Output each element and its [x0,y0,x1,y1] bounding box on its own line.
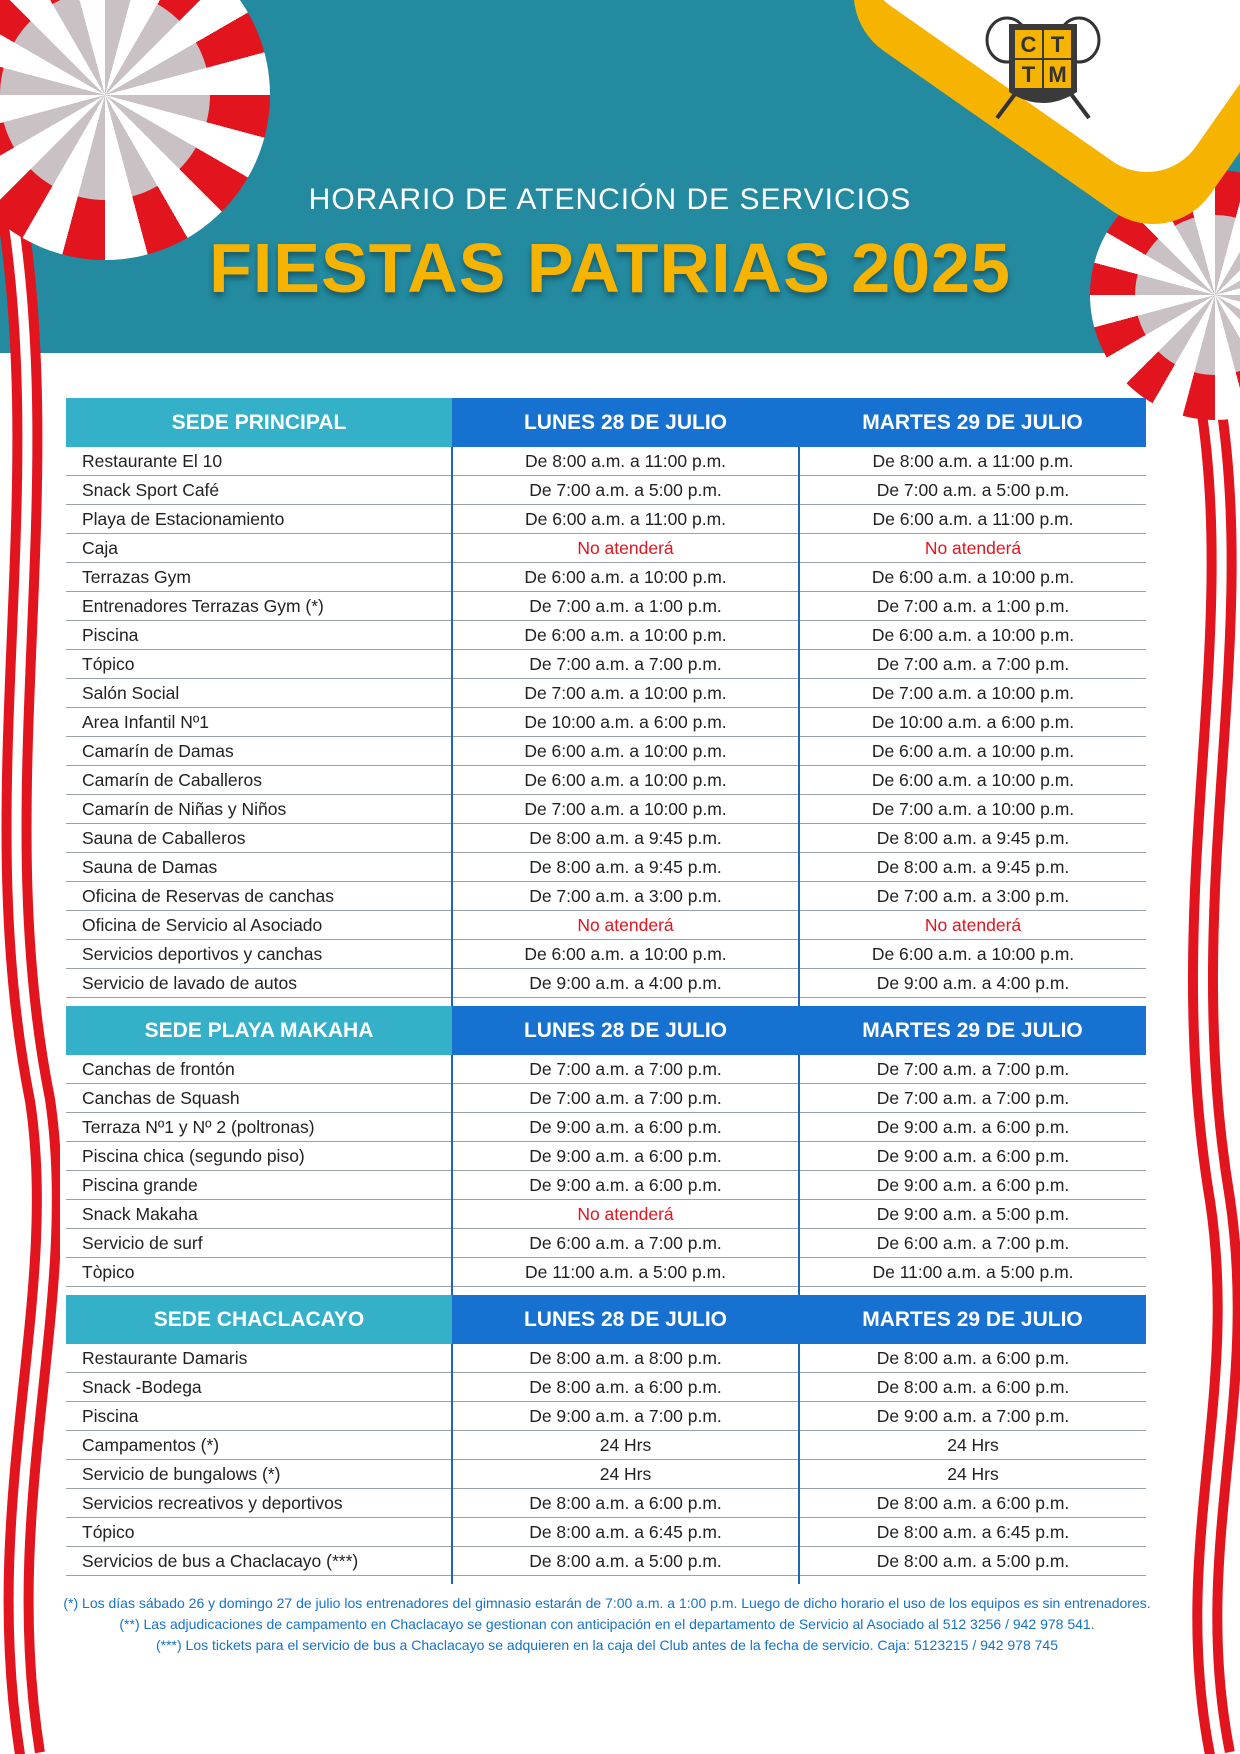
footnote: (**) Las adjudicaciones de campamento en Chaclacayo se gestionan con anticipación en el departamento de Servicio al Asociado al 512 3256 / 942 978 541. [119,1616,1095,1632]
service-name: Camarín de Caballeros [66,766,452,795]
service-name: Area Infantil Nº1 [66,708,452,737]
hours-day1: De 9:00 a.m. a 7:00 p.m. [452,1402,799,1431]
hours-day1: De 6:00 a.m. a 7:00 p.m. [452,1229,799,1258]
hours-day2: De 6:00 a.m. a 7:00 p.m. [799,1229,1146,1258]
table-row [66,708,1146,737]
hours-day2: De 6:00 a.m. a 10:00 p.m. [799,737,1146,766]
hours-day2: De 7:00 a.m. a 7:00 p.m. [799,1055,1146,1084]
service-name: Servicios recreativos y deportivos [66,1489,452,1518]
hours-day2: De 9:00 a.m. a 6:00 p.m. [799,1113,1146,1142]
hours-day2: De 7:00 a.m. a 10:00 p.m. [799,795,1146,824]
hours-day1: De 8:00 a.m. a 9:45 p.m. [452,824,799,853]
hours-day2: De 9:00 a.m. a 6:00 p.m. [799,1142,1146,1171]
service-name: Piscina chica (segundo piso) [66,1142,452,1171]
hours-day1: No atenderá [452,534,799,563]
hours-day2: No atenderá [799,911,1146,940]
hours-day1: De 8:00 a.m. a 11:00 p.m. [452,447,799,476]
service-name: Piscina grande [66,1171,452,1200]
section-header-row [66,398,1146,447]
hours-day1: De 7:00 a.m. a 1:00 p.m. [452,592,799,621]
service-name: Terrazas Gym [66,563,452,592]
hours-day2: De 7:00 a.m. a 1:00 p.m. [799,592,1146,621]
service-name: Piscina [66,1402,452,1431]
hours-day2: De 6:00 a.m. a 10:00 p.m. [799,940,1146,969]
hours-day1: De 7:00 a.m. a 7:00 p.m. [452,1084,799,1113]
service-name: Campamentos (*) [66,1431,452,1460]
hours-day1: De 8:00 a.m. a 6:00 p.m. [452,1489,799,1518]
hours-day2: De 9:00 a.m. a 7:00 p.m. [799,1402,1146,1431]
sede-heading: SEDE PLAYA MAKAHA [66,1006,452,1055]
hours-day1: De 8:00 a.m. a 9:45 p.m. [452,853,799,882]
service-name: Oficina de Reservas de canchas [66,882,452,911]
page-subtitle: HORARIO DE ATENCIÓN DE SERVICIOS [308,183,912,216]
hours-day1: De 10:00 a.m. a 6:00 p.m. [452,708,799,737]
hours-day2: De 8:00 a.m. a 6:00 p.m. [799,1489,1146,1518]
day1-heading: LUNES 28 DE JULIO [452,1006,799,1055]
logo-letter: T [1021,62,1036,87]
section-header-row [66,1295,1146,1344]
table-row [66,824,1146,853]
service-name: Playa de Estacionamiento [66,505,452,534]
table-row [66,534,1146,563]
hours-day2: De 8:00 a.m. a 9:45 p.m. [799,824,1146,853]
service-name: Sauna de Damas [66,853,452,882]
day2-heading: MARTES 29 DE JULIO [799,1006,1146,1055]
table-row [66,1489,1146,1518]
hours-day2: De 8:00 a.m. a 9:45 p.m. [799,853,1146,882]
table-row [66,1113,1146,1142]
service-name: Snack Sport Café [66,476,452,505]
logo-letter: T [1050,32,1065,57]
hours-day2: De 8:00 a.m. a 6:00 p.m. [799,1344,1146,1373]
hours-day1: De 9:00 a.m. a 6:00 p.m. [452,1171,799,1200]
service-name: Tópico [66,650,452,679]
hours-day1: De 8:00 a.m. a 8:00 p.m. [452,1344,799,1373]
hours-day2: De 7:00 a.m. a 5:00 p.m. [799,476,1146,505]
table-row [66,1055,1146,1084]
hours-day1: No atenderá [452,911,799,940]
table-row [66,853,1146,882]
table-row [66,1518,1146,1547]
table-row [66,737,1146,766]
service-name: Tópico [66,1518,452,1547]
hours-day1: De 6:00 a.m. a 10:00 p.m. [452,563,799,592]
table-row [66,795,1146,824]
day2-heading: MARTES 29 DE JULIO [799,398,1146,447]
logo-letter: M [1048,62,1067,87]
hours-day1: De 6:00 a.m. a 10:00 p.m. [452,766,799,795]
table-row [66,1373,1146,1402]
service-name: Tòpico [66,1258,452,1287]
hours-day1: De 8:00 a.m. a 5:00 p.m. [452,1547,799,1576]
service-name: Camarín de Damas [66,737,452,766]
table-row [66,911,1146,940]
hours-day1: De 9:00 a.m. a 6:00 p.m. [452,1142,799,1171]
hours-day2: De 8:00 a.m. a 6:00 p.m. [799,1373,1146,1402]
service-name: Terraza Nº1 y Nº 2 (poltronas) [66,1113,452,1142]
footnote: (*) Los días sábado 26 y domingo 27 de julio los entrenadores del gimnasio estarán de 7:00 a.m. a 1:00 p.m. Luego de dicho horario el uso de los equipos es sin entrenadores. [63,1595,1151,1611]
hours-day1: De 9:00 a.m. a 4:00 p.m. [452,969,799,998]
section-spacer [66,998,1146,1007]
table-row [66,650,1146,679]
hours-day2: De 9:00 a.m. a 4:00 p.m. [799,969,1146,998]
hours-day1: De 9:00 a.m. a 6:00 p.m. [452,1113,799,1142]
section-spacer [66,1287,1146,1296]
hours-day2: 24 Hrs [799,1460,1146,1489]
cttm-logo-icon [985,14,1101,126]
hours-day1: De 7:00 a.m. a 3:00 p.m. [452,882,799,911]
service-name: Canchas de Squash [66,1084,452,1113]
table-row [66,476,1146,505]
hours-day1: 24 Hrs [452,1460,799,1489]
table-row [66,1229,1146,1258]
table-row [66,1547,1146,1576]
hours-day1: De 8:00 a.m. a 6:00 p.m. [452,1373,799,1402]
section-header-row [66,1006,1146,1055]
table-row [66,592,1146,621]
hours-day1: De 7:00 a.m. a 10:00 p.m. [452,795,799,824]
logo-letter: C [1020,32,1037,57]
service-name: Camarín de Niñas y Niños [66,795,452,824]
hours-day2: De 7:00 a.m. a 10:00 p.m. [799,679,1146,708]
flag-ribbon-right [1180,400,1240,1754]
hours-day2: 24 Hrs [799,1431,1146,1460]
hours-day2: De 7:00 a.m. a 7:00 p.m. [799,650,1146,679]
table-row [66,505,1146,534]
table-row [66,1431,1146,1460]
table-row [66,1171,1146,1200]
table-row [66,1200,1146,1229]
hours-day2: De 9:00 a.m. a 6:00 p.m. [799,1171,1146,1200]
hours-day2: No atenderá [799,534,1146,563]
service-name: Oficina de Servicio al Asociado [66,911,452,940]
hours-day1: No atenderá [452,1200,799,1229]
service-name: Servicio de bungalows (*) [66,1460,452,1489]
hours-day2: De 7:00 a.m. a 7:00 p.m. [799,1084,1146,1113]
flag-ribbon-left [0,200,60,1754]
hours-day1: De 6:00 a.m. a 10:00 p.m. [452,621,799,650]
service-name: Servicio de surf [66,1229,452,1258]
day1-heading: LUNES 28 DE JULIO [452,398,799,447]
hours-day1: De 7:00 a.m. a 5:00 p.m. [452,476,799,505]
hours-day1: De 7:00 a.m. a 7:00 p.m. [452,1055,799,1084]
page-title: FIESTAS PATRIAS 2025 [209,229,1011,307]
table-row [66,563,1146,592]
hours-day2: De 8:00 a.m. a 11:00 p.m. [799,447,1146,476]
schedule-table [66,398,1146,1584]
service-name: Snack Makaha [66,1200,452,1229]
hours-day2: De 6:00 a.m. a 10:00 p.m. [799,766,1146,795]
service-name: Entrenadores Terrazas Gym (*) [66,592,452,621]
hours-day2: De 10:00 a.m. a 6:00 p.m. [799,708,1146,737]
hours-day1: De 6:00 a.m. a 11:00 p.m. [452,505,799,534]
table-row [66,1344,1146,1373]
hours-day2: De 9:00 a.m. a 5:00 p.m. [799,1200,1146,1229]
hours-day1: 24 Hrs [452,1431,799,1460]
table-row [66,766,1146,795]
footnote: (***) Los tickets para el servicio de bus a Chaclacayo se adquieren en la caja del Club antes de la fecha de servicio. Caja: 5123215 / 942 978 745 [155,1637,1058,1653]
table-row [66,1402,1146,1431]
service-name: Restaurante El 10 [66,447,452,476]
service-name: Caja [66,534,452,563]
hours-day1: De 6:00 a.m. a 10:00 p.m. [452,737,799,766]
hours-day2: De 6:00 a.m. a 11:00 p.m. [799,505,1146,534]
hours-day2: De 8:00 a.m. a 5:00 p.m. [799,1547,1146,1576]
day2-heading: MARTES 29 DE JULIO [799,1295,1146,1344]
table-row [66,679,1146,708]
hours-day1: De 11:00 a.m. a 5:00 p.m. [452,1258,799,1287]
day1-heading: LUNES 28 DE JULIO [452,1295,799,1344]
table-row [66,1142,1146,1171]
service-name: Snack -Bodega [66,1373,452,1402]
service-name: Salón Social [66,679,452,708]
hours-day2: De 6:00 a.m. a 10:00 p.m. [799,563,1146,592]
service-name: Servicio de lavado de autos [66,969,452,998]
footnotes [62,1593,1152,1656]
table-row [66,1258,1146,1287]
service-name: Canchas de frontón [66,1055,452,1084]
hours-day1: De 7:00 a.m. a 7:00 p.m. [452,650,799,679]
sede-heading: SEDE PRINCIPAL [66,398,452,447]
service-name: Piscina [66,621,452,650]
table-row [66,940,1146,969]
table-row [66,882,1146,911]
service-name: Servicios de bus a Chaclacayo (***) [66,1547,452,1576]
hours-day2: De 7:00 a.m. a 3:00 p.m. [799,882,1146,911]
hours-day2: De 6:00 a.m. a 10:00 p.m. [799,621,1146,650]
table-row [66,1460,1146,1489]
hours-day1: De 6:00 a.m. a 10:00 p.m. [452,940,799,969]
hours-day2: De 11:00 a.m. a 5:00 p.m. [799,1258,1146,1287]
hours-day1: De 8:00 a.m. a 6:45 p.m. [452,1518,799,1547]
service-name: Sauna de Caballeros [66,824,452,853]
service-name: Restaurante Damaris [66,1344,452,1373]
hours-day1: De 7:00 a.m. a 10:00 p.m. [452,679,799,708]
table-row [66,969,1146,998]
service-name: Servicios deportivos y canchas [66,940,452,969]
table-row [66,447,1146,476]
table-row [66,1084,1146,1113]
section-spacer [66,1576,1146,1585]
sede-heading: SEDE CHACLACAYO [66,1295,452,1344]
hours-day2: De 8:00 a.m. a 6:45 p.m. [799,1518,1146,1547]
table-row [66,621,1146,650]
